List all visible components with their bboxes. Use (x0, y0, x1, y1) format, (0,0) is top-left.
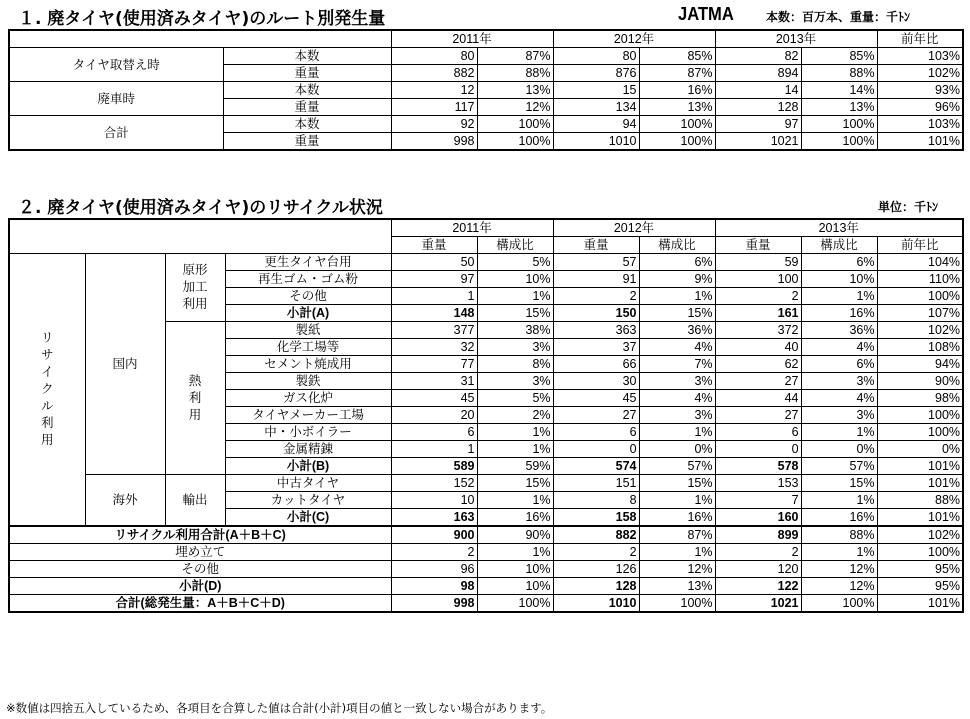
value-cell: 14% (801, 82, 877, 99)
value-cell: 36% (801, 322, 877, 339)
table-row (9, 578, 963, 595)
value-cell: 100% (877, 288, 963, 305)
value-cell: 27 (715, 373, 801, 390)
value-cell: 1021 (715, 595, 801, 613)
value-cell: 6 (553, 424, 639, 441)
row-label: 埋め立て (9, 544, 391, 561)
value-cell: 1010 (553, 595, 639, 613)
value-cell: 5% (477, 390, 553, 407)
value-cell: 15% (477, 475, 553, 492)
route-table (8, 29, 964, 151)
value-cell: 93% (877, 82, 963, 99)
value-cell: 1 (391, 288, 477, 305)
value-cell: 94 (553, 116, 639, 133)
value-cell: 882 (553, 526, 639, 544)
value-cell: 66 (553, 356, 639, 373)
value-cell: 3% (639, 407, 715, 424)
overseas-label: 海外 (85, 475, 165, 527)
value-cell: 57% (639, 458, 715, 475)
value-cell: 100% (801, 116, 877, 133)
value-cell: 12% (477, 99, 553, 116)
metric-label: 本数 (223, 48, 391, 65)
value-cell: 16% (801, 305, 877, 322)
value-cell: 101% (877, 595, 963, 613)
value-cell: 122 (715, 578, 801, 595)
value-cell: 134 (553, 99, 639, 116)
value-cell: 1 (391, 441, 477, 458)
table-row (9, 544, 963, 561)
value-cell: 161 (715, 305, 801, 322)
row-label: 合計(総発生量：A＋B＋C＋D) (9, 595, 391, 613)
value-cell: 27 (553, 407, 639, 424)
row-label: セメント焼成用 (225, 356, 391, 373)
value-cell: 3% (639, 373, 715, 390)
value-cell: 100% (639, 133, 715, 151)
value-cell: 5% (477, 254, 553, 271)
value-cell: 50 (391, 254, 477, 271)
value-cell: 15% (639, 305, 715, 322)
value-cell: 16% (639, 82, 715, 99)
value-cell: 1% (639, 544, 715, 561)
value-cell: 152 (391, 475, 477, 492)
value-cell: 103% (877, 116, 963, 133)
value-cell: 90% (477, 526, 553, 544)
value-cell: 100% (639, 595, 715, 613)
value-cell: 150 (553, 305, 639, 322)
row-label: 化学工場等 (225, 339, 391, 356)
value-cell: 57 (553, 254, 639, 271)
value-cell: 12% (801, 561, 877, 578)
metric-label: 本数 (223, 82, 391, 99)
value-cell: 88% (477, 65, 553, 82)
value-cell: 4% (639, 339, 715, 356)
year-header: 2013年 (715, 219, 963, 237)
table-row (9, 82, 963, 99)
value-cell: 40 (715, 339, 801, 356)
value-cell: 6% (639, 254, 715, 271)
value-cell: 13% (801, 99, 877, 116)
value-cell: 27 (715, 407, 801, 424)
row-label: カットタイヤ (225, 492, 391, 509)
value-cell: 100% (877, 424, 963, 441)
value-cell: 128 (553, 578, 639, 595)
value-cell: 151 (553, 475, 639, 492)
value-cell: 102% (877, 526, 963, 544)
row-label: 再生ゴム・ゴム粉 (225, 271, 391, 288)
value-cell: 45 (391, 390, 477, 407)
value-cell: 12% (801, 578, 877, 595)
value-cell: 57% (801, 458, 877, 475)
value-cell: 894 (715, 65, 801, 82)
value-cell: 6 (715, 424, 801, 441)
table-row (9, 561, 963, 578)
value-cell: 160 (715, 509, 801, 527)
value-cell: 120 (715, 561, 801, 578)
value-cell: 100% (639, 116, 715, 133)
value-cell: 10% (801, 271, 877, 288)
jatma-logo-text: JATMA (678, 4, 734, 24)
value-cell: 77 (391, 356, 477, 373)
header-blank (9, 219, 391, 254)
year-header: 2011年 (391, 30, 553, 48)
value-cell: 95% (877, 578, 963, 595)
domestic-label: 国内 (85, 254, 165, 475)
route-group-label: 廃車時 (9, 82, 223, 116)
row-label: 中古タイヤ (225, 475, 391, 492)
value-cell: 153 (715, 475, 801, 492)
column-header: 構成比 (477, 237, 553, 254)
table-row (9, 526, 963, 544)
value-cell: 100% (801, 595, 877, 613)
value-cell: 3% (477, 339, 553, 356)
value-cell: 12 (391, 82, 477, 99)
value-cell: 0% (639, 441, 715, 458)
value-cell: 87% (639, 65, 715, 82)
value-cell: 998 (391, 595, 477, 613)
netsu-label: 熱 利 用 (165, 322, 225, 475)
value-cell: 3% (801, 407, 877, 424)
value-cell: 37 (553, 339, 639, 356)
value-cell: 59% (477, 458, 553, 475)
value-cell: 10% (477, 271, 553, 288)
value-cell: 1% (639, 288, 715, 305)
metric-label: 重量 (223, 133, 391, 151)
value-cell: 6 (391, 424, 477, 441)
section1-unit: 本数：百万本、重量：千ﾄﾝ (766, 10, 911, 24)
value-cell: 88% (801, 526, 877, 544)
row-label: その他 (225, 288, 391, 305)
value-cell: 0 (715, 441, 801, 458)
value-cell: 110% (877, 271, 963, 288)
section1-title: １. 廃タイヤ(使用済みタイヤ)のルート別発生量 (18, 9, 386, 29)
value-cell: 101% (877, 475, 963, 492)
value-cell: 88% (801, 65, 877, 82)
row-label: 小計(B) (225, 458, 391, 475)
value-cell: 16% (477, 509, 553, 527)
prev-ratio-header: 前年比 (877, 30, 963, 48)
value-cell: 97 (391, 271, 477, 288)
value-cell: 13% (639, 578, 715, 595)
table-row (9, 254, 963, 271)
footnote: ※数値は四捨五入しているため、各項目を合算した値は合計(小計)項目の値と一致しない場合があります。 (6, 701, 553, 715)
row-label: 製紙 (225, 322, 391, 339)
row-label: 更生タイヤ台用 (225, 254, 391, 271)
value-cell: 2 (553, 544, 639, 561)
column-header: 重量 (715, 237, 801, 254)
value-cell: 85% (801, 48, 877, 65)
value-cell: 4% (639, 390, 715, 407)
value-cell: 85% (639, 48, 715, 65)
value-cell: 2 (715, 544, 801, 561)
value-cell: 88% (877, 492, 963, 509)
table-row (9, 48, 963, 65)
section2-title: ２. 廃タイヤ(使用済みタイヤ)のリサイクル状況 (18, 198, 383, 218)
year-header: 2012年 (553, 219, 715, 237)
value-cell: 10% (477, 561, 553, 578)
row-label: リサイクル利用合計(A＋B＋C) (9, 526, 391, 544)
value-cell: 876 (553, 65, 639, 82)
value-cell: 1% (477, 288, 553, 305)
year-header: 2012年 (553, 30, 715, 48)
value-cell: 1% (477, 424, 553, 441)
value-cell: 31 (391, 373, 477, 390)
value-cell: 2% (477, 407, 553, 424)
value-cell: 1% (801, 544, 877, 561)
value-cell: 148 (391, 305, 477, 322)
table-row (9, 116, 963, 133)
row-label: タイヤメーカー工場 (225, 407, 391, 424)
value-cell: 2 (715, 288, 801, 305)
value-cell: 16% (801, 509, 877, 527)
row-label: 金属精錬 (225, 441, 391, 458)
year-header: 2011年 (391, 219, 553, 237)
value-cell: 100% (877, 544, 963, 561)
row-label: ガス化炉 (225, 390, 391, 407)
value-cell: 80 (391, 48, 477, 65)
value-cell: 92 (391, 116, 477, 133)
value-cell: 8 (553, 492, 639, 509)
value-cell: 128 (715, 99, 801, 116)
value-cell: 101% (877, 133, 963, 151)
value-cell: 10% (477, 578, 553, 595)
value-cell: 36% (639, 322, 715, 339)
metric-label: 重量 (223, 99, 391, 116)
value-cell: 107% (877, 305, 963, 322)
value-cell: 16% (639, 509, 715, 527)
value-cell: 87% (639, 526, 715, 544)
value-cell: 20 (391, 407, 477, 424)
value-cell: 0% (877, 441, 963, 458)
value-cell: 100% (477, 595, 553, 613)
value-cell: 100% (877, 407, 963, 424)
value-cell: 589 (391, 458, 477, 475)
value-cell: 94% (877, 356, 963, 373)
value-cell: 900 (391, 526, 477, 544)
year-header: 2013年 (715, 30, 877, 48)
value-cell: 15% (477, 305, 553, 322)
column-header: 構成比 (801, 237, 877, 254)
column-header: 重量 (553, 237, 639, 254)
column-header: 前年比 (877, 237, 963, 254)
value-cell: 80 (553, 48, 639, 65)
value-cell: 90% (877, 373, 963, 390)
column-header: 重量 (391, 237, 477, 254)
value-cell: 363 (553, 322, 639, 339)
value-cell: 62 (715, 356, 801, 373)
value-cell: 0% (801, 441, 877, 458)
value-cell: 1% (801, 424, 877, 441)
header-blank (9, 30, 391, 48)
value-cell: 6% (801, 254, 877, 271)
value-cell: 44 (715, 390, 801, 407)
value-cell: 59 (715, 254, 801, 271)
value-cell: 87% (477, 48, 553, 65)
value-cell: 104% (877, 254, 963, 271)
table-row (9, 475, 963, 492)
value-cell: 163 (391, 509, 477, 527)
value-cell: 13% (477, 82, 553, 99)
value-cell: 82 (715, 48, 801, 65)
value-cell: 377 (391, 322, 477, 339)
value-cell: 98% (877, 390, 963, 407)
export-label: 輸出 (165, 475, 225, 527)
value-cell: 158 (553, 509, 639, 527)
value-cell: 3% (801, 373, 877, 390)
value-cell: 100 (715, 271, 801, 288)
genkei-label: 原形 加工 利用 (165, 254, 225, 322)
value-cell: 102% (877, 322, 963, 339)
value-cell: 32 (391, 339, 477, 356)
value-cell: 108% (877, 339, 963, 356)
value-cell: 2 (391, 544, 477, 561)
section2-unit: 単位：千ﾄﾝ (878, 200, 939, 214)
value-cell: 7% (639, 356, 715, 373)
value-cell: 1% (477, 441, 553, 458)
metric-label: 重量 (223, 65, 391, 82)
value-cell: 8% (477, 356, 553, 373)
value-cell: 100% (477, 116, 553, 133)
row-label: その他 (9, 561, 391, 578)
value-cell: 96% (877, 99, 963, 116)
value-cell: 45 (553, 390, 639, 407)
row-label: 製鉄 (225, 373, 391, 390)
value-cell: 95% (877, 561, 963, 578)
value-cell: 96 (391, 561, 477, 578)
value-cell: 7 (715, 492, 801, 509)
value-cell: 574 (553, 458, 639, 475)
row-label: 小計(C) (225, 509, 391, 527)
value-cell: 101% (877, 458, 963, 475)
value-cell: 1021 (715, 133, 801, 151)
value-cell: 15 (553, 82, 639, 99)
value-cell: 1% (639, 492, 715, 509)
recycle-label: リ サ イ ク ル 利 用 (9, 254, 85, 527)
value-cell: 372 (715, 322, 801, 339)
value-cell: 0 (553, 441, 639, 458)
route-group-label: タイヤ取替え時 (9, 48, 223, 82)
value-cell: 12% (639, 561, 715, 578)
value-cell: 101% (877, 509, 963, 527)
value-cell: 3% (477, 373, 553, 390)
value-cell: 2 (553, 288, 639, 305)
value-cell: 102% (877, 65, 963, 82)
column-header: 構成比 (639, 237, 715, 254)
value-cell: 100% (477, 133, 553, 151)
value-cell: 126 (553, 561, 639, 578)
value-cell: 38% (477, 322, 553, 339)
value-cell: 998 (391, 133, 477, 151)
value-cell: 578 (715, 458, 801, 475)
value-cell: 97 (715, 116, 801, 133)
value-cell: 1% (477, 544, 553, 561)
value-cell: 1010 (553, 133, 639, 151)
value-cell: 9% (639, 271, 715, 288)
row-label: 小計(A) (225, 305, 391, 322)
value-cell: 4% (801, 390, 877, 407)
value-cell: 4% (801, 339, 877, 356)
value-cell: 30 (553, 373, 639, 390)
value-cell: 117 (391, 99, 477, 116)
value-cell: 98 (391, 578, 477, 595)
value-cell: 91 (553, 271, 639, 288)
value-cell: 1% (801, 492, 877, 509)
recycle-table (8, 218, 964, 613)
value-cell: 882 (391, 65, 477, 82)
value-cell: 1% (639, 424, 715, 441)
value-cell: 899 (715, 526, 801, 544)
metric-label: 本数 (223, 116, 391, 133)
value-cell: 100% (801, 133, 877, 151)
value-cell: 1% (801, 288, 877, 305)
route-group-label: 合計 (9, 116, 223, 151)
row-label: 中・小ボイラー (225, 424, 391, 441)
value-cell: 1% (477, 492, 553, 509)
value-cell: 15% (801, 475, 877, 492)
table-row (9, 595, 963, 613)
row-label: 小計(D) (9, 578, 391, 595)
value-cell: 6% (801, 356, 877, 373)
value-cell: 103% (877, 48, 963, 65)
value-cell: 14 (715, 82, 801, 99)
value-cell: 15% (639, 475, 715, 492)
value-cell: 13% (639, 99, 715, 116)
value-cell: 10 (391, 492, 477, 509)
